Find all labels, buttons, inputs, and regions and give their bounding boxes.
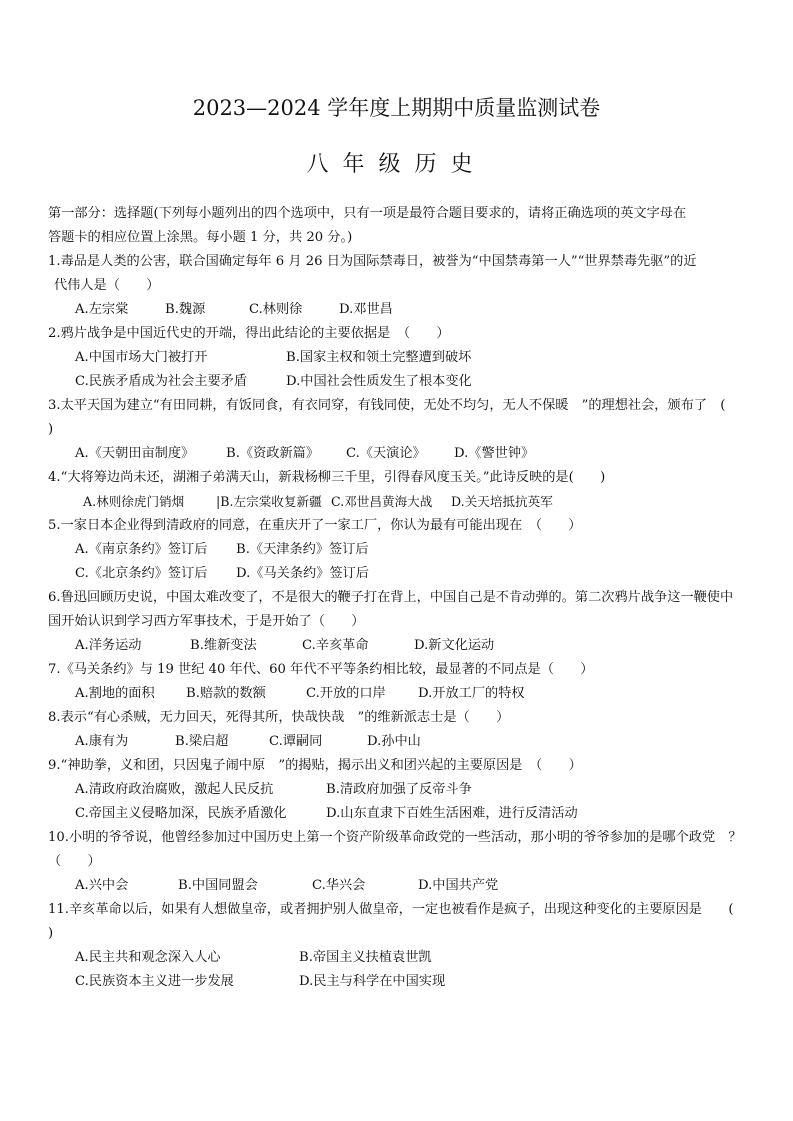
- option-d: D.中国共产党: [418, 878, 499, 893]
- option-b: B.《资政新篇》: [226, 446, 320, 461]
- question-text: 5.一家日本企业得到清政府的同意，在重庆开了一家工厂，你认为最有可能出现在 （ ）: [48, 518, 582, 533]
- question-text: 10.小明的爷爷说，他曾经参加过中国历史上第一个资产阶级革命政党的一些活动，那小明的爷爷参加的是哪个政党 ？: [48, 830, 742, 845]
- question-10: [48, 826, 758, 898]
- option-row: [48, 442, 758, 466]
- option-row: [48, 562, 758, 586]
- option-a: A.洋务运动: [75, 638, 142, 653]
- option-b: B.帝国主义扶植袁世凯: [299, 950, 432, 965]
- option-a: A.左宗棠: [75, 302, 129, 317]
- instructions-line-2: 答题卡的相应位置上涂黑。每小题 1 分，共 20 分。): [48, 230, 353, 245]
- option-d: D.新文化运动: [414, 638, 495, 653]
- option-c: C.帝国主义侵略加深，民族矛盾激化: [75, 806, 287, 821]
- option-d: D.《警世钟》: [454, 446, 535, 461]
- option-c: C.邓世昌黄海大战: [331, 494, 433, 509]
- question-text: 国开始认识到学习西方军事技术，于是开始了（ ）: [48, 614, 365, 629]
- question-text: 9.“神助拳，义和团，只因鬼子闹中原 ”的揭贴，揭示出义和团兴起的主要原因是 （ ）: [48, 758, 582, 773]
- option-b: |B.左宗棠收复新疆: [216, 494, 322, 509]
- option-c: C.民族资本主义进一步发展: [75, 974, 234, 989]
- option-b: B.赔款的数额: [186, 686, 266, 701]
- option-c: C.《天演论》: [346, 446, 426, 461]
- option-d: D.中国社会性质发生了根本变化: [286, 374, 472, 389]
- question-text: 4.“大将筹边尚未还，湖湘子弟满天山，新栽杨柳三千里，引得春风度玉关。”此诗反映的是( ): [48, 470, 606, 485]
- option-d: D.关天培抵抗英军: [451, 494, 553, 509]
- option-row: [48, 874, 758, 898]
- option-row: [48, 946, 758, 970]
- question-text: 3.太平天国为建立“有田同耕，有饭同食，有衣同穿，有钱同使，无处不均匀，无人不保暖 ”的理想社会，颁布了 (: [48, 398, 726, 413]
- option-c: C.林则徐: [249, 302, 303, 317]
- question-text: 1.毒品是人类的公害，联合国确定每年 6 月 26 日为国际禁毒日，被誉为“中国禁毒第一人”“世界禁毒先驱”的近: [48, 254, 697, 269]
- option-c: C.辛亥革命: [302, 638, 369, 653]
- option-row: [48, 490, 758, 514]
- option-b: B.维新变法: [190, 638, 257, 653]
- option-a: A.《南京条约》签订后: [75, 542, 208, 557]
- option-row: [48, 298, 758, 322]
- option-d: D.《马关条约》签订后: [236, 566, 369, 581]
- option-b: B.魏源: [165, 302, 206, 317]
- option-row: [48, 778, 758, 802]
- option-row: [48, 970, 758, 994]
- question-text: 8.表示“有心杀贼，无力回天，死得其所，快哉快哉 ”的维新派志士是（ ）: [48, 710, 510, 725]
- option-c: C.谭嗣同: [269, 734, 323, 749]
- option-a: A.林则徐虎门销烟: [83, 494, 185, 509]
- option-b: B.国家主权和领土完整遭到破坏: [286, 350, 472, 365]
- question-text: （ ）: [48, 854, 101, 869]
- option-c: C.华兴会: [312, 878, 366, 893]
- question-11: [48, 898, 758, 994]
- option-a: A.民主共和观念深入人心: [75, 950, 221, 965]
- question-8: [48, 706, 758, 754]
- option-a: A.《天朝田亩制度》: [75, 446, 195, 461]
- question-6: [48, 586, 758, 658]
- option-b: B.中国同盟会: [178, 878, 258, 893]
- option-row: [48, 682, 758, 706]
- question-9: [48, 754, 758, 826]
- option-c: C.开放的口岸: [306, 686, 386, 701]
- question-2: [48, 322, 758, 394]
- option-a: A.中国市场大门被打开: [75, 350, 208, 365]
- option-b: B.清政府加强了反帝斗争: [326, 782, 472, 797]
- option-d: D.山东直隶下百姓生活困难，进行反清活动: [326, 806, 578, 821]
- option-c: C.《北京条约》签订后: [75, 566, 208, 581]
- instructions-line-1: 第一部分：选择题(下列每小题列出的四个选项中，只有一项是最符合题目要求的，请将正确选项的英文字母在: [48, 206, 687, 221]
- question-text: 6.鲁迅回顾历史说，中国太难改变了，不是很大的鞭子打在背上，中国自己是不肯动弹的。第二次鸦片战争这一鞭使中: [48, 590, 734, 605]
- question-text: ): [48, 926, 54, 941]
- option-d: D.民主与科学在中国实现: [299, 974, 446, 989]
- question-7: [48, 658, 758, 706]
- option-row: [48, 346, 758, 370]
- option-row: [48, 538, 758, 562]
- question-text: 7.《马关条约》与 19 世纪 40 年代、60 年代不平等条约相比较，最显著的不同点是（ ）: [48, 662, 594, 677]
- option-d: D.开放工厂的特权: [418, 686, 525, 701]
- question-text: 11.辛亥革命以后，如果有人想做皇帝，或者拥护别人做皇帝，一定也被看作是疯子，出现这种变化的主要原因是 (: [48, 902, 734, 917]
- option-row: [48, 802, 758, 826]
- option-b: B.《天津条约》签订后: [236, 542, 369, 557]
- option-a: A.割地的面积: [75, 686, 155, 701]
- option-row: [48, 730, 758, 754]
- question-1: [48, 250, 758, 322]
- exam-title: 2023—2024 学年度上期期中质量监测试卷: [192, 96, 601, 120]
- option-a: A.康有为: [75, 734, 129, 749]
- question-5: [48, 514, 758, 586]
- question-text: 2.鸦片战争是中国近代史的开端，得出此结论的主要依据是 （ ）: [48, 326, 450, 341]
- option-c: C.民族矛盾成为社会主要矛盾: [75, 374, 248, 389]
- question-3: [48, 394, 758, 466]
- option-row: [48, 370, 758, 394]
- option-d: D.孙中山: [367, 734, 421, 749]
- option-b: B.梁启超: [175, 734, 229, 749]
- question-text: ): [48, 422, 54, 437]
- question-text: 代伟人是（ ）: [54, 278, 160, 293]
- option-d: D.邓世昌: [339, 302, 393, 317]
- question-4: [48, 466, 758, 514]
- exam-subtitle: 八年级历史: [306, 152, 487, 177]
- exam-content: [48, 202, 758, 994]
- option-row: [48, 634, 758, 658]
- option-a: A.兴中会: [75, 878, 129, 893]
- option-a: A.清政府政治腐败，激起人民反抗: [75, 782, 274, 797]
